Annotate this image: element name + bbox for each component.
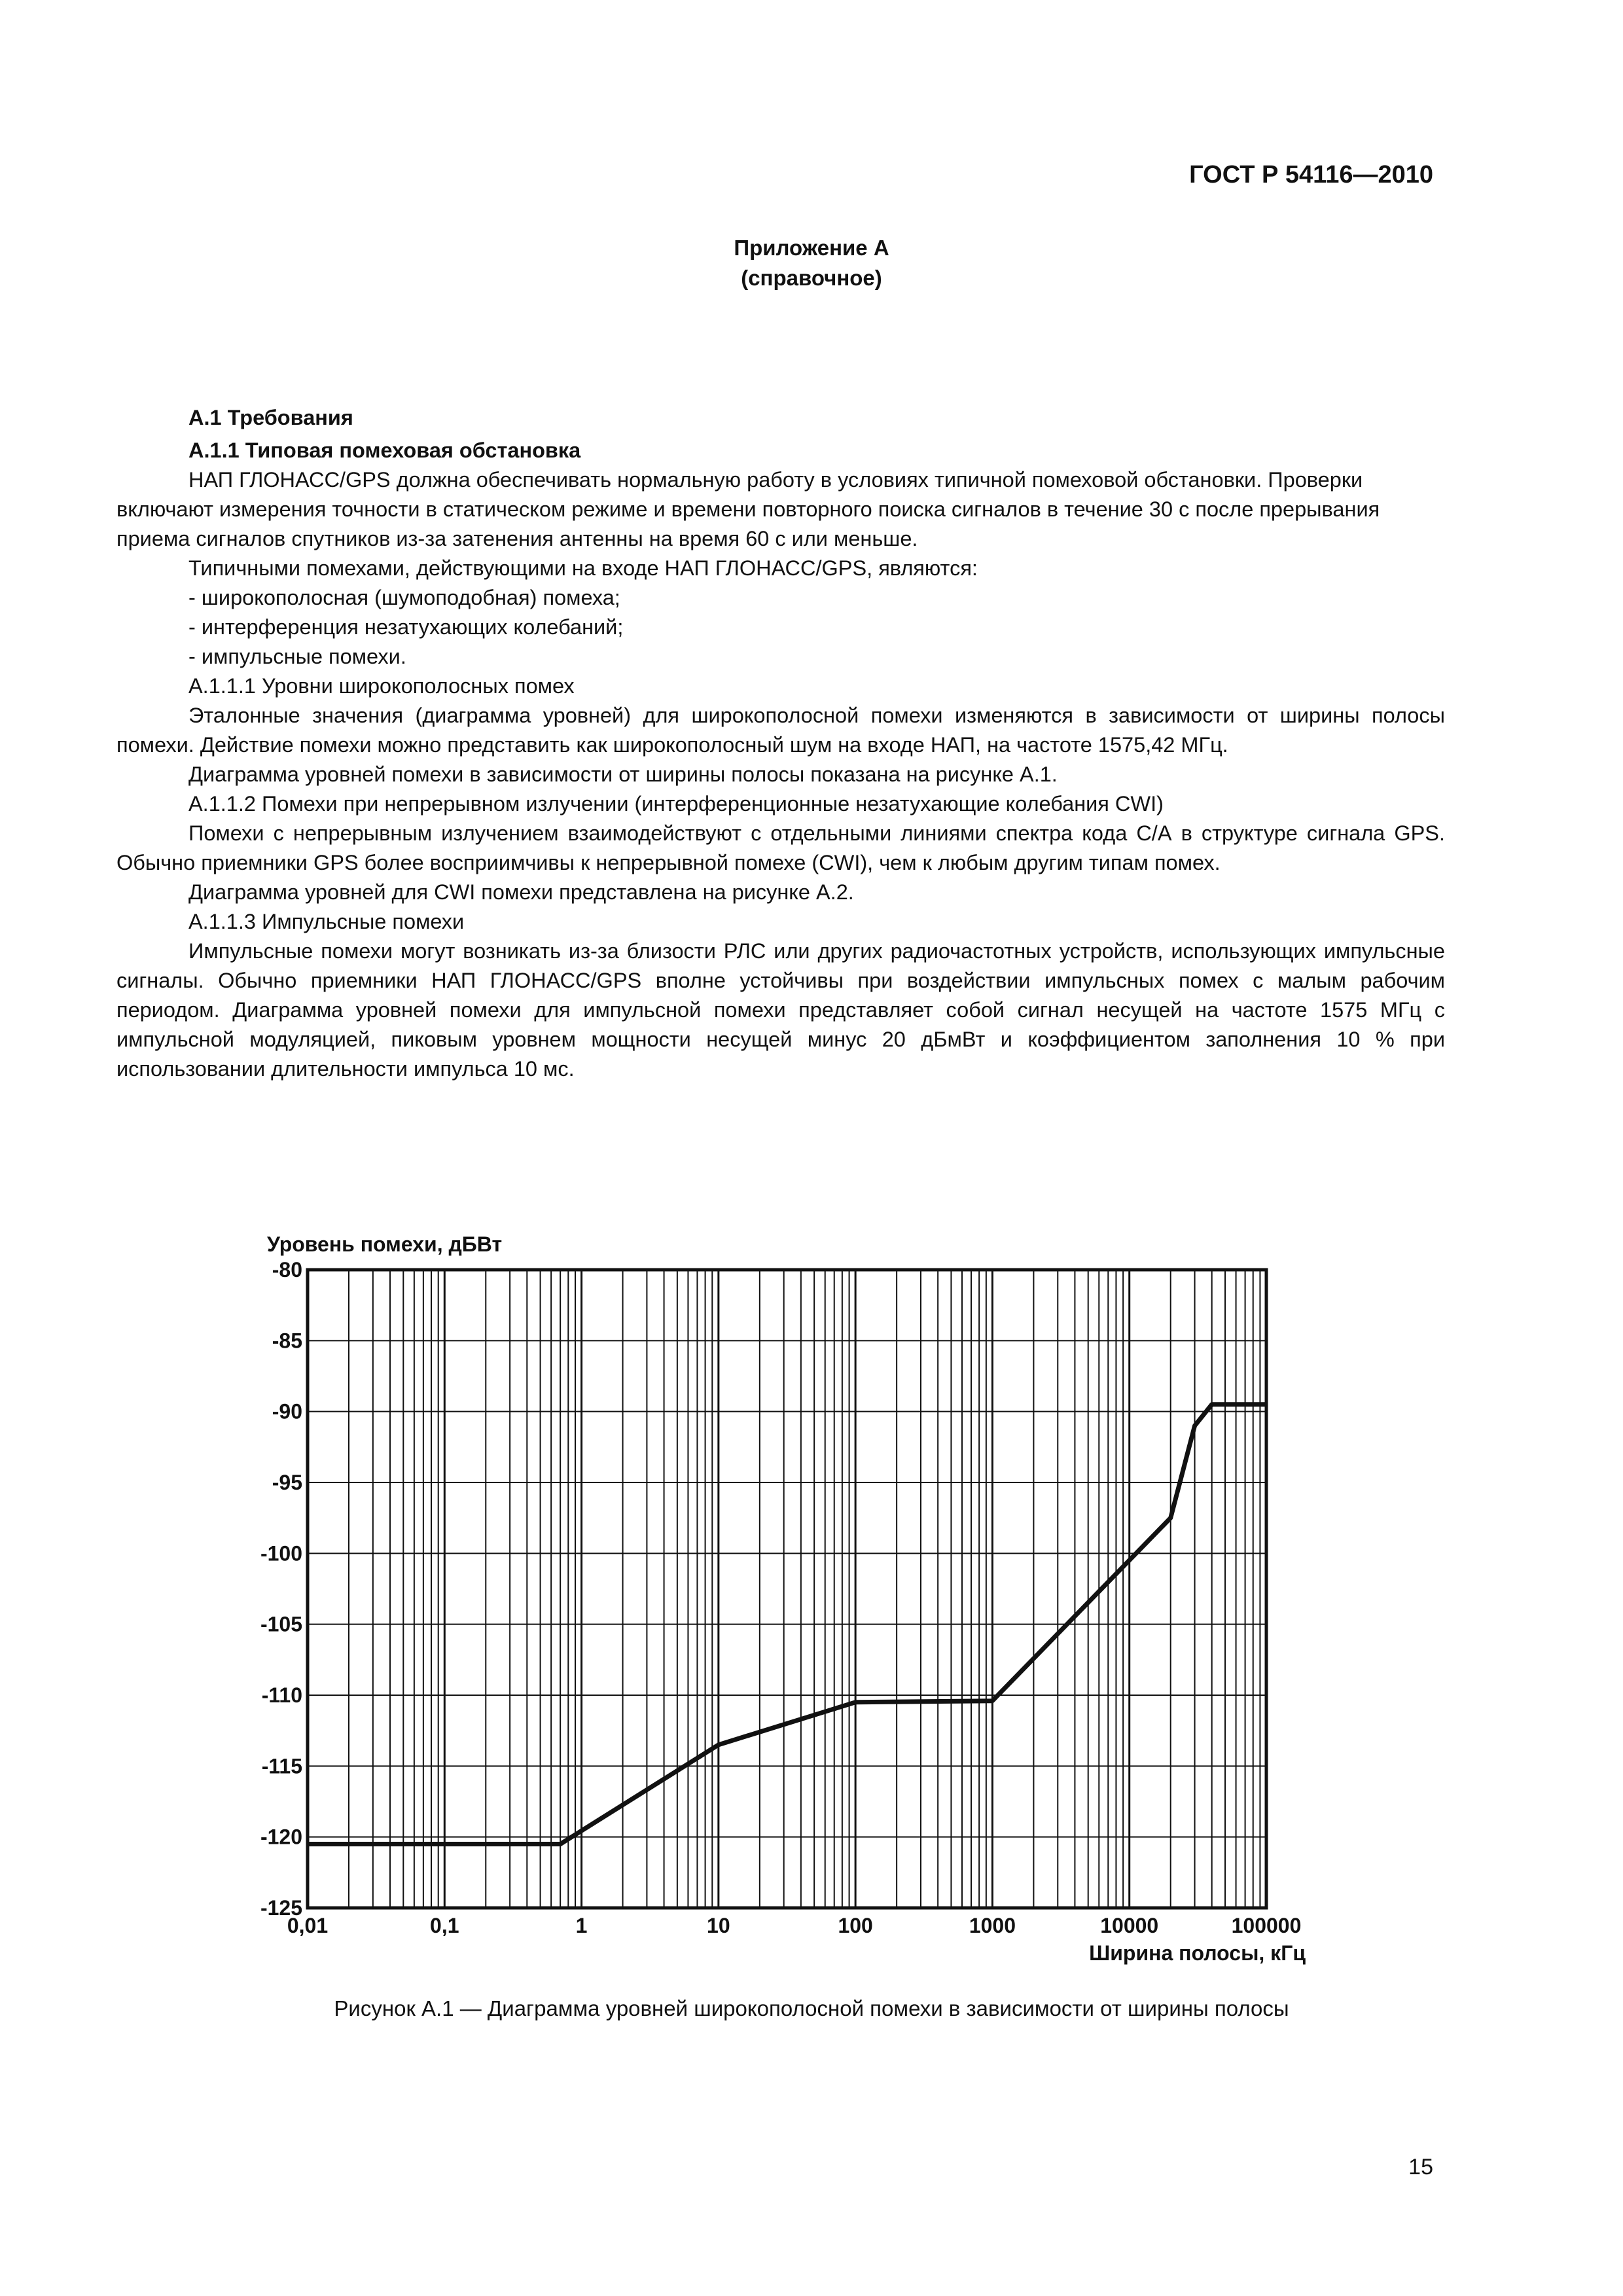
paragraph: Диаграмма уровней для CWI помехи представлена на рисунке А.2.	[188, 880, 854, 904]
paragraph: Диаграмма уровней помехи в зависимости от ширины полосы показана на рисунке А.1.	[188, 762, 1058, 786]
document-code: ГОСТ Р 54116—2010	[1189, 161, 1433, 188]
chart-grid	[308, 1270, 1266, 1908]
paragraph: Импульсные помехи могут возникать из-за близости РЛС или других радиочастотных устройств, использующих импульсные сигналы. Обычно приемники НАП ГЛОНАСС/GPS вполне устойчивы при воздействии импульсных помех с малым рабочим периодом. Диаграмма уровней помехи для импульсной помехи представляет собой сигнал несущей на частоте 1575 МГц с импульсной модуляцией, пиковым уровнем мощности несущей минус 20 дБмВт и коэффициентом заполнения 10 % при использовании длительности импульса 10 мс.	[116, 939, 1445, 1081]
y-tick-label: -95	[272, 1471, 302, 1494]
paragraph: Эталонные значения (диаграмма уровней) для широкополосной помехи изменяются в зависимости от ширины полосы помехи. Действие помехи можно представить как широкополосный шум на входе НАП, на частоте 1575,42 МГц.	[116, 704, 1445, 757]
y-tick-label: -90	[272, 1399, 302, 1424]
paragraph: НАП ГЛОНАСС/GPS должна обеспечивать нормальную работу в условиях типичной помеховой обстановки. Проверки включают измерения точности в статическом режиме и времени повторного поиска сигналов в течение 30 с после прерывания приема сигналов спутников из-за затенения антенны на время 60 с или меньше.	[116, 468, 1380, 550]
y-tick-label: -105	[260, 1612, 302, 1636]
list-item: - широкополосная (шумоподобная) помеха;	[188, 586, 620, 609]
x-tick-label: 1000	[969, 1914, 1016, 1937]
subsection-heading: А.1.1 Типовая помеховая обстановка	[188, 439, 581, 462]
x-axis-label: Ширина полосы, кГц	[1089, 1941, 1306, 1965]
y-tick-label: -100	[260, 1541, 302, 1566]
y-axis-label: Уровень помехи, дБВт	[267, 1232, 503, 1256]
body-text	[116, 403, 1445, 1084]
section-heading: А.1 Требования	[188, 406, 353, 429]
y-tick-label: -125	[260, 1896, 302, 1920]
x-tick-label: 1	[575, 1914, 588, 1937]
x-tick-label: 100	[838, 1914, 873, 1937]
list-item: - импульсные помехи.	[188, 645, 406, 668]
figure-caption: Рисунок А.1 — Диаграмма уровней широкополосной помехи в зависимости от ширины полосы	[334, 1996, 1289, 2020]
appendix-subtitle: (справочное)	[741, 266, 882, 290]
appendix-title: Приложение А	[734, 236, 889, 260]
x-tick-label: 100000	[1231, 1914, 1302, 1937]
list-item: - интерференция незатухающих колебаний;	[188, 615, 624, 639]
clause-heading: А.1.1.3 Импульсные помехи	[188, 910, 465, 933]
x-tick-label: 10	[707, 1914, 730, 1937]
y-tick-label: -120	[260, 1825, 302, 1849]
y-tick-label: -85	[272, 1329, 302, 1353]
paragraph: Помехи с непрерывным излучением взаимодействуют с отдельными линиями спектра кода С/А в структуре сигнала GPS. Обычно приемники GPS более восприимчивы к непрерывной помехе (CWI), чем к любым другим типам помех.	[116, 821, 1445, 874]
x-tick-label: 10000	[1100, 1914, 1159, 1937]
y-tick-label: -115	[261, 1754, 302, 1778]
paragraph: Типичными помехами, действующими на входе НАП ГЛОНАСС/GPS, являются:	[188, 556, 978, 580]
x-tick-label: 0,01	[287, 1914, 329, 1937]
x-tick-label: 0,1	[430, 1914, 459, 1937]
x-tick-labels	[287, 1914, 1302, 1937]
clause-heading: А.1.1.2 Помехи при непрерывном излучении (интерференционные незатухающие колебания CWI)	[188, 792, 1164, 816]
y-tick-label: -80	[272, 1258, 302, 1282]
page-number: 15	[1408, 2155, 1433, 2179]
y-tick-labels	[260, 1258, 302, 1920]
interference-level-chart	[0, 1198, 1623, 1983]
clause-heading: А.1.1.1 Уровни широкополосных помех	[188, 674, 575, 698]
y-tick-label: -110	[261, 1683, 302, 1707]
